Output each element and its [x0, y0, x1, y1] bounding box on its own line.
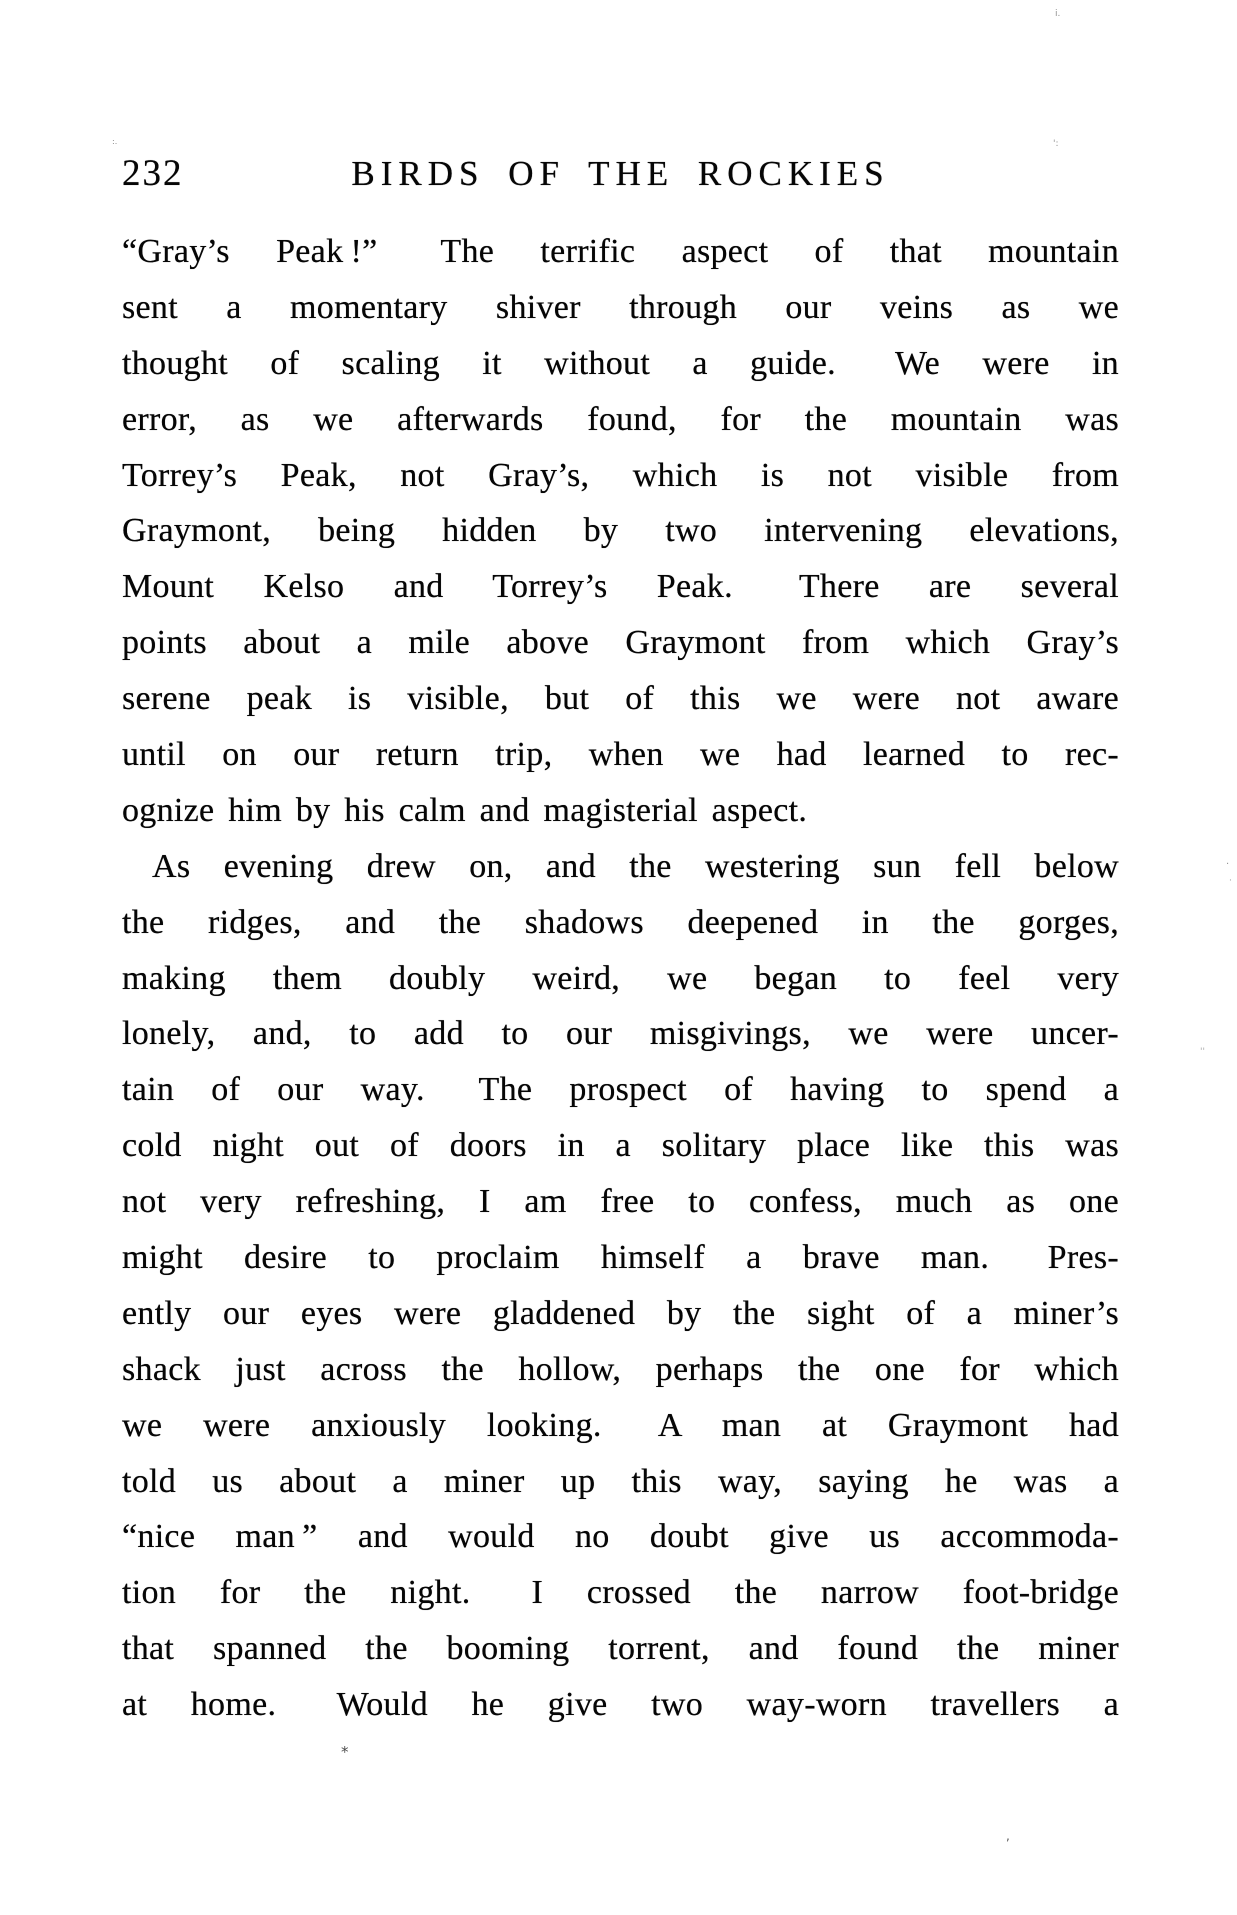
text-line: Graymont, being hidden by two intervening elevations,: [122, 512, 1119, 550]
text-line: tion for the night. I crossed the narrow foot-bridge: [122, 1574, 1119, 1612]
scan-speck: i.: [1055, 9, 1061, 19]
text-line: ently our eyes were gladdened by the sight of a miner’s: [122, 1294, 1119, 1332]
text-line: tain of our way. The prospect of having to spend a: [122, 1071, 1119, 1109]
text-line: making them doubly weird, we began to feel very: [122, 959, 1119, 997]
text-line: points about a mile above Graymont from which Gray’s: [122, 624, 1119, 662]
text-line: Torrey’s Peak, not Gray’s, which is not visible from: [122, 456, 1119, 494]
scan-speck: ,: [1006, 1829, 1010, 1843]
text-line: until on our return trip, when we had learned to rec-: [122, 736, 1119, 774]
text-line: thought of scaling it without a guide. We were in: [122, 344, 1119, 382]
text-line: serene peak is visible, but of this we were not aware: [122, 680, 1119, 718]
scan-speck: *: [341, 1743, 349, 1761]
text-line: shack just across the hollow, perhaps the one for which: [122, 1350, 1119, 1388]
scan-speck: ·: [1226, 859, 1230, 870]
text-line: “Gray’s Peak !” The terrific aspect of that mountain: [122, 233, 1119, 270]
text-line: told us about a miner up this way, saying he was a: [122, 1462, 1119, 1500]
scan-speck: '': [1200, 1047, 1205, 1057]
text-line: not very refreshing, I am free to confess, much as one: [122, 1183, 1119, 1221]
scan-speck: ·: [1229, 876, 1232, 886]
scan-speck: :.: [112, 137, 118, 146]
text-line: we were anxiously looking. A man at Graymont had: [122, 1406, 1119, 1444]
text-line: at home. Would he give two way-worn travellers a: [122, 1686, 1119, 1724]
page-number: 232: [122, 153, 184, 194]
text-line: cold night out of doors in a solitary place like this was: [122, 1127, 1119, 1165]
text-line: As evening drew on, and the westering sun fell below: [152, 847, 1119, 885]
text-line: that spanned the booming torrent, and found the miner: [122, 1630, 1119, 1668]
text-line: sent a momentary shiver through our veins as we: [122, 288, 1119, 326]
text-line: “nice man ” and would no doubt give us accommoda-: [122, 1518, 1119, 1556]
text-line: error, as we afterwards found, for the mountain was: [122, 400, 1119, 438]
text-line: the ridges, and the shadows deepened in the gorges,: [122, 903, 1119, 941]
scan-speck: ':: [1053, 139, 1059, 149]
running-head: [122, 154, 1119, 196]
text-line: ognize him by his calm and magisterial aspect.: [122, 791, 808, 829]
text-block: [122, 224, 1119, 1733]
text-line: might desire to proclaim himself a brave man. Pres-: [122, 1239, 1119, 1277]
text-line: Mount Kelso and Torrey’s Peak. There are several: [122, 568, 1119, 606]
text-line: lonely, and, to add to our misgivings, we were uncer-: [122, 1015, 1119, 1053]
running-title: BIRDS OF THE ROCKIES: [351, 154, 890, 193]
